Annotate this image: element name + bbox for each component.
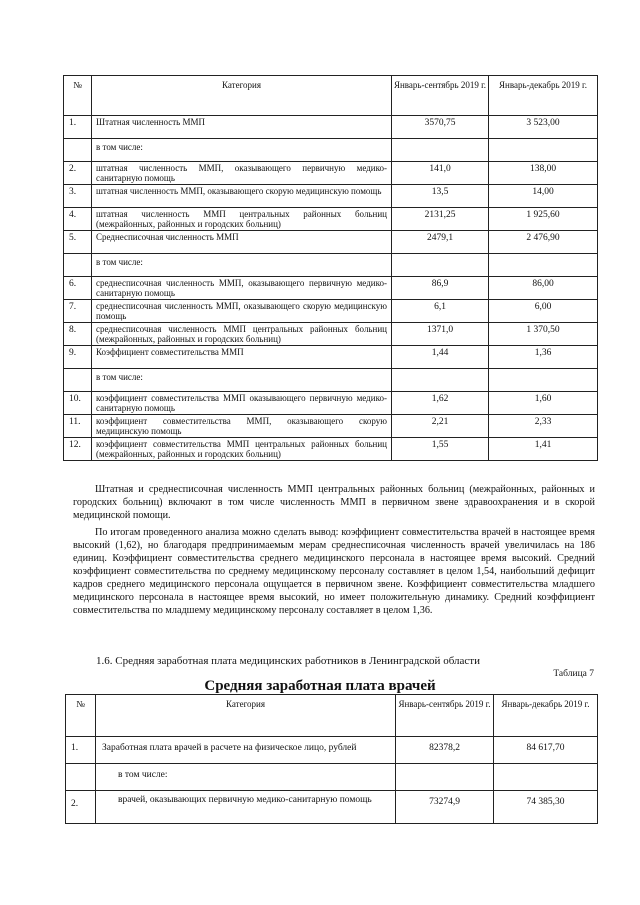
row-num <box>64 254 92 277</box>
row-num: 8. <box>64 323 92 346</box>
row-num <box>64 369 92 392</box>
row-category: в том числе: <box>92 139 392 162</box>
row-category: в том числе: <box>96 764 396 791</box>
row-num: 1. <box>64 116 92 139</box>
table-title: Средняя заработная плата врачей <box>204 678 436 694</box>
table-row <box>64 346 598 369</box>
table-row <box>66 791 598 824</box>
row-num: 1. <box>66 737 96 764</box>
row-value-2: 2 476,90 <box>489 231 598 254</box>
row-num: 4. <box>64 208 92 231</box>
row-num: 6. <box>64 277 92 300</box>
table-row <box>64 438 598 461</box>
row-value-2 <box>494 764 598 791</box>
row-category: Штатная численность ММП <box>92 116 392 139</box>
row-num: 5. <box>64 231 92 254</box>
header-category: Категория <box>96 695 396 737</box>
row-category: в том числе: <box>92 254 392 277</box>
row-value-1 <box>392 254 489 277</box>
table-row <box>64 185 598 208</box>
table-header-row <box>64 76 598 116</box>
row-value-2: 84 617,70 <box>494 737 598 764</box>
staffing-table <box>63 75 598 461</box>
header-period-2: Январь-декабрь 2019 г. <box>494 695 598 737</box>
row-value-2: 2,33 <box>489 415 598 438</box>
row-value-1: 2131,25 <box>392 208 489 231</box>
row-value-2: 86,00 <box>489 277 598 300</box>
row-value-1 <box>396 764 494 791</box>
table-row <box>64 139 598 162</box>
row-category: врачей, оказывающих первичную медико-санитарную помощь <box>96 791 396 824</box>
row-value-2: 1 370,50 <box>489 323 598 346</box>
header-period-1: Январь-сентябрь 2019 г. <box>392 76 489 116</box>
row-value-2: 1,60 <box>489 392 598 415</box>
row-value-2: 1,41 <box>489 438 598 461</box>
row-value-1: 73274,9 <box>396 791 494 824</box>
table-row <box>64 369 598 392</box>
row-value-1: 3570,75 <box>392 116 489 139</box>
paragraph-1: Штатная и среднесписочная численность ММП центральных районных больниц (межрайонных, районных и городских больниц) включают в том числе численность ММП в первичном звене здравоохранения и в скорой медицинской помощи. <box>73 484 595 521</box>
table-row <box>64 162 598 185</box>
table-row <box>64 277 598 300</box>
table-label: Таблица 7 <box>553 669 594 679</box>
table-row <box>64 323 598 346</box>
row-value-1: 1371,0 <box>392 323 489 346</box>
row-value-2: 74 385,30 <box>494 791 598 824</box>
row-value-1: 2479,1 <box>392 231 489 254</box>
row-num: 12. <box>64 438 92 461</box>
table-row <box>64 208 598 231</box>
row-num: 10. <box>64 392 92 415</box>
row-category: штатная численность ММП центральных районных больниц (межрайонных, районных и городских больниц) <box>92 208 392 231</box>
body-text <box>73 483 595 617</box>
row-category: коэффициент совместительства ММП центральных районных больниц (межрайонных, районных и городских больниц) <box>92 438 392 461</box>
row-num: 3. <box>64 185 92 208</box>
row-category: штатная численность ММП, оказывающего скорую медицинскую помощь <box>92 185 392 208</box>
row-value-2 <box>489 254 598 277</box>
row-num: 2. <box>64 162 92 185</box>
row-value-1: 1,62 <box>392 392 489 415</box>
row-category: штатная численность ММП, оказывающего первичную медико-санитарную помощь <box>92 162 392 185</box>
row-category: в том числе: <box>92 369 392 392</box>
table-row <box>64 415 598 438</box>
row-category: Заработная плата врачей в расчете на физическое лицо, рублей <box>96 737 396 764</box>
table-header-row <box>66 695 598 737</box>
row-category: Коэффициент совместительства ММП <box>92 346 392 369</box>
row-value-2 <box>489 139 598 162</box>
row-category: коэффициент совместительства ММП оказывающего первичную медико-санитарную помощь <box>92 392 392 415</box>
row-value-1: 141,0 <box>392 162 489 185</box>
header-period-1: Январь-сентябрь 2019 г. <box>396 695 494 737</box>
row-value-2: 3 523,00 <box>489 116 598 139</box>
row-value-1: 1,55 <box>392 438 489 461</box>
table-row <box>64 116 598 139</box>
section-title: 1.6. Средняя заработная плата медицинских работников в Ленинградской области <box>96 655 480 667</box>
table-row <box>66 764 598 791</box>
row-value-1: 6,1 <box>392 300 489 323</box>
table-row <box>64 392 598 415</box>
row-num: 2. <box>66 791 96 824</box>
row-value-2: 138,00 <box>489 162 598 185</box>
row-category: Среднесписочная численность ММП <box>92 231 392 254</box>
row-value-1 <box>392 369 489 392</box>
row-num: 7. <box>64 300 92 323</box>
row-value-1 <box>392 139 489 162</box>
row-num: 11. <box>64 415 92 438</box>
row-category: среднесписочная численность ММП центральных районных больниц (межрайонных, районных и городских больниц) <box>92 323 392 346</box>
row-value-2: 1 925,60 <box>489 208 598 231</box>
row-value-1: 1,44 <box>392 346 489 369</box>
header-period-2: Январь-декабрь 2019 г. <box>489 76 598 116</box>
row-value-2: 1,36 <box>489 346 598 369</box>
table-row <box>64 300 598 323</box>
table-row <box>64 231 598 254</box>
row-num: 9. <box>64 346 92 369</box>
row-value-1: 2,21 <box>392 415 489 438</box>
row-value-2: 6,00 <box>489 300 598 323</box>
header-category: Категория <box>92 76 392 116</box>
header-num: № <box>66 695 96 737</box>
table-row <box>66 737 598 764</box>
row-value-1: 86,9 <box>392 277 489 300</box>
header-num: № <box>64 76 92 116</box>
row-value-2 <box>489 369 598 392</box>
row-num <box>66 764 96 791</box>
paragraph-2: По итогам проведенного анализа можно сделать вывод: коэффициент совместительства врачей в настоящее время высокий (1,62), но благодаря предпринимаемым мерам среднесписочная численность врачей увеличилась на 186 единиц. Коэффициент совместительства среднего медицинского персонала в настоящее время высокий. Средний коэффициент совместительства по среднему медицинскому персоналу составляет в целом 1,54, наибольший дефицит кадров среднего медицинского персонала ощущается в первичном звене. Коэффициент совместительства младшего медицинского персонала в настоящее время высокий, но имеет положительную динамику. Средний коэффициент совместительства по младшему медицинскому персоналу составляет в целом 1,36. <box>73 527 595 616</box>
row-category: коэффициент совместительства ММП, оказывающего скорую медицинскую помощь <box>92 415 392 438</box>
table-row <box>64 254 598 277</box>
row-value-2: 14,00 <box>489 185 598 208</box>
row-num <box>64 139 92 162</box>
row-category: среднесписочная численность ММП, оказывающего скорую медицинскую помощь <box>92 300 392 323</box>
row-category: среднесписочная численность ММП, оказывающего первичную медико-санитарную помощь <box>92 277 392 300</box>
row-value-1: 82378,2 <box>396 737 494 764</box>
salary-table <box>65 694 598 824</box>
row-value-1: 13,5 <box>392 185 489 208</box>
